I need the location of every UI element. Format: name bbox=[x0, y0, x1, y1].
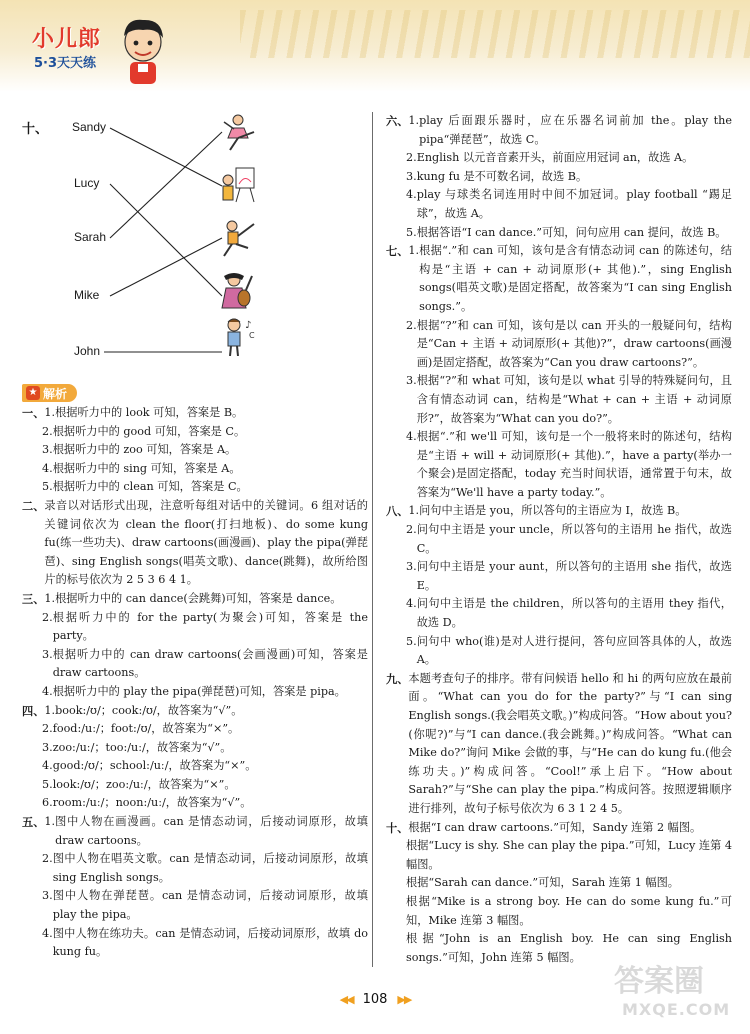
section-9-text: 本题考查句子的排序。带有问候语 hello 和 hi 的两句应放在最前面。“What can you do for the party?”与“I can sing English songs.(我会唱英文歌。)”构成问答。“How about you?(你呢?)”与“I can dance.(我会跳舞。)”构成问答。“What can Mike do?”询问 Mike 会做的事，与“He can do kung fu.(他会练功夫。)”构成问答。“Cool!”承上启下。“How about Sarah?”与“She can play the pipa.”构成问答。按照逻辑顺序进行排列，故句子标号依次为 6 3 1 2 4 5。 bbox=[408, 671, 732, 815]
section-6-first bbox=[386, 112, 732, 149]
item-text: book:/ʊ/；cook:/ʊ/，故答案为“√”。 bbox=[55, 703, 243, 717]
list-item bbox=[386, 633, 732, 670]
section-7 bbox=[386, 242, 732, 502]
list-item bbox=[386, 893, 732, 930]
match-line-sandy bbox=[110, 128, 222, 186]
item-text: 根据“?”和 can 可知，该句是以 can 开头的一般疑问句，结构是“Can + 主语 + 动词原形(+ 其他)?”，draw cartoons(画漫画)是固定搭配，故答案为“Can you draw cartoons?”。 bbox=[416, 318, 732, 369]
item-text: room:/uː/；noon:/uː/，故答案为“√”。 bbox=[52, 796, 252, 810]
matching-exercise bbox=[22, 112, 368, 374]
list-item bbox=[22, 683, 368, 702]
watermark-url: MXQE.COM bbox=[622, 1000, 731, 1019]
item-text: 问句中主语是 you，所以答句的主语应为 I，故选 B。 bbox=[419, 504, 687, 518]
item-number: 2. bbox=[406, 318, 417, 332]
left-answers bbox=[22, 404, 368, 962]
brand-title: 小儿郎 bbox=[32, 27, 102, 52]
watermark-title: 答案圈 bbox=[614, 964, 704, 999]
section-7-first bbox=[386, 242, 732, 316]
item-text: 问句中主语是 your uncle，所以答句的主语用 he 指代，故选 C。 bbox=[416, 523, 732, 555]
list-item bbox=[22, 460, 368, 479]
item-text: play 后面跟乐器时，应在乐器名词前加 the。play the pipa“弹琵琶”，故选 C。 bbox=[419, 114, 732, 146]
item-text: 根据听力中的 zoo 可知，答案是 A。 bbox=[52, 443, 237, 457]
kung-fu-kid-icon bbox=[218, 218, 258, 258]
item-number: 2. bbox=[42, 610, 53, 624]
item-text: 根据答语“I can dance.”可知，问句应用 can 提问，故选 B。 bbox=[416, 225, 727, 239]
item-number: 6. bbox=[42, 796, 53, 810]
analysis-badge bbox=[22, 380, 118, 400]
list-item bbox=[386, 521, 732, 558]
item-number: 5. bbox=[406, 225, 417, 239]
list-item bbox=[22, 776, 368, 795]
ballet-dancer-icon bbox=[218, 112, 258, 152]
list-item bbox=[386, 428, 732, 502]
match-line-mike bbox=[110, 238, 222, 296]
star-icon: ★ bbox=[26, 386, 40, 400]
item-text: 根据听力中的 sing 可知，答案是 A。 bbox=[52, 461, 241, 475]
list-item bbox=[386, 317, 732, 373]
brand-logo bbox=[30, 22, 170, 92]
name-sandy: Sandy bbox=[72, 120, 107, 134]
section-3-first bbox=[22, 590, 368, 609]
item-number: 2. bbox=[406, 523, 417, 537]
item-number: 3. bbox=[406, 169, 417, 183]
analysis-label-box bbox=[22, 384, 77, 402]
singing-boy-icon bbox=[218, 316, 258, 356]
item-number: 4. bbox=[406, 597, 417, 611]
item-number: 4. bbox=[42, 684, 53, 698]
item-text: good:/ʊ/；school:/uː/，故答案为“×”。 bbox=[52, 759, 257, 773]
list-item bbox=[22, 850, 368, 887]
list-item bbox=[386, 595, 732, 632]
pipa-player-icon bbox=[218, 272, 258, 312]
left-column bbox=[22, 112, 368, 962]
list-item bbox=[386, 874, 732, 893]
list-item bbox=[386, 837, 732, 874]
item-number: 3. bbox=[42, 889, 53, 903]
svg-text:C: C bbox=[249, 331, 255, 340]
name-sarah: Sarah bbox=[74, 230, 107, 244]
list-item bbox=[386, 224, 732, 243]
list-item bbox=[22, 423, 368, 442]
item-number: 2. bbox=[42, 852, 53, 866]
item-number: 4. bbox=[42, 926, 53, 940]
item-text: look:/ʊ/；zoo:/uː/，故答案为“×”。 bbox=[52, 777, 236, 791]
item-number: 3. bbox=[42, 740, 53, 754]
section-4 bbox=[22, 702, 368, 814]
list-item bbox=[386, 168, 732, 187]
list-item bbox=[22, 887, 368, 924]
item-text: 根据“?”和 what 可知，该句是以 what 引导的特殊疑问句，且含有情态动词 can，结构是“What + can + 主语 + 动词原形?”，故答案为“What can you do?”。 bbox=[416, 374, 732, 425]
section-5-number: 五、 bbox=[22, 815, 45, 830]
brand-subtitle: 5·3天天练 bbox=[34, 56, 97, 71]
matching-lines bbox=[22, 112, 368, 374]
item-number: 5. bbox=[406, 634, 417, 648]
name-mike: Mike bbox=[74, 288, 100, 302]
item-text: 根据听力中的 look 可知，答案是 B。 bbox=[55, 406, 244, 419]
section-8-number: 八、 bbox=[386, 504, 409, 519]
section-4-first bbox=[22, 702, 368, 721]
item-text: 根据“.”和 we'll 可知，该句是一个一般将来时的陈述句，结构是“主语 + will + 动词原形(+ 其他).”，have a party(举办一个聚会)是固定搭配，today 充当时间状语，通常置于句末，故答案为“We'll have a party today.”。 bbox=[416, 430, 732, 499]
item-text: 根据听力中的 can draw cartoons(会画漫画)可知，答案是 draw cartoons。 bbox=[52, 647, 368, 680]
item-number: 2. bbox=[42, 424, 53, 438]
list-item bbox=[22, 609, 368, 646]
item-text: 根据听力中的 for the party(为聚会)可知，答案是 the party。 bbox=[52, 610, 368, 643]
item-text: 根据听力中的 clean 可知，答案是 C。 bbox=[52, 480, 248, 494]
list-item bbox=[22, 646, 368, 683]
item-number: 1. bbox=[408, 504, 420, 518]
item-number: 4. bbox=[42, 461, 53, 475]
section-7-number: 七、 bbox=[386, 244, 409, 259]
next-arrows-icon: ▶▶ bbox=[397, 992, 411, 1006]
section-2-text: 录音以对话形式出现，注意听每组对话中的关键词。6 组对话的关键词依次为 clean the floor(打扫地板)、do some kung fu(练一些功夫)、draw cartoons(画漫画)、play the pipa(弹琵琶)、sing English songs(唱英文歌)、dance(跳舞)，故所给图片的标号依次为 2 5 3 6 4 1。 bbox=[44, 498, 368, 587]
section-5 bbox=[22, 813, 368, 962]
list-item bbox=[386, 149, 732, 168]
item-text: kung fu 是不可数名词，故选 B。 bbox=[416, 169, 588, 183]
item-number: 5. bbox=[42, 777, 53, 791]
list-item bbox=[22, 925, 368, 962]
item-number: 4. bbox=[406, 188, 417, 202]
list-item bbox=[22, 794, 368, 813]
item-number: 1. bbox=[44, 815, 56, 829]
item-text: food:/uː/；foot:/ʊ/，故答案为“×”。 bbox=[52, 722, 240, 736]
section-1 bbox=[22, 404, 368, 497]
item-number: 5. bbox=[42, 480, 53, 494]
item-number: 2. bbox=[42, 722, 53, 736]
section-10-number: 十、 bbox=[386, 820, 409, 835]
item-number: 2. bbox=[406, 151, 417, 165]
name-john: John bbox=[74, 344, 101, 358]
item-text: 问句中 who(谁)是对人进行提问，答句应回答具体的人，故选 A。 bbox=[416, 634, 732, 667]
paragraph: 根据“Mike is a strong boy. He can do some kung fu.”可知，Mike 连第 3 幅图。 bbox=[406, 894, 732, 927]
match-line-sarah bbox=[110, 132, 222, 238]
list-item bbox=[22, 441, 368, 460]
column-divider bbox=[372, 112, 373, 967]
prev-arrows-icon: ◀◀ bbox=[339, 992, 353, 1006]
item-number: 1. bbox=[44, 591, 56, 605]
paragraph: 根据“John is an English boy. He can sing English songs.”可知，John 连第 5 幅图。 bbox=[406, 932, 732, 964]
item-number: 4. bbox=[406, 430, 417, 444]
section-8 bbox=[386, 502, 732, 669]
item-text: English 以元音音素开头，前面应用冠词 an，故选 A。 bbox=[416, 151, 694, 165]
item-text: 图中人物在唱英文歌。can 是情态动词，后接动词原形，故填 sing English songs。 bbox=[52, 852, 368, 884]
item-number: 1. bbox=[408, 244, 420, 258]
list-item bbox=[386, 186, 732, 223]
item-text: play 与球类名词连用时中间不加冠词。play football “踢足球”，故选 A。 bbox=[416, 188, 732, 220]
analysis-label: 解析 bbox=[43, 386, 68, 401]
paragraph: 根据“Sarah can dance.”可知，Sarah 连第 1 幅图。 bbox=[406, 876, 679, 890]
svg-text:♪: ♪ bbox=[245, 320, 252, 331]
list-item bbox=[22, 757, 368, 776]
item-number: 1. bbox=[44, 703, 56, 717]
section-9-number: 九、 bbox=[386, 671, 409, 686]
item-number: 1. bbox=[44, 406, 56, 419]
right-column bbox=[386, 112, 732, 967]
header-decoration bbox=[240, 10, 750, 58]
section-5-first bbox=[22, 813, 368, 850]
section-1-number: 一、 bbox=[22, 406, 45, 420]
section-3 bbox=[22, 590, 368, 702]
item-text: 根据听力中的 good 可知，答案是 C。 bbox=[52, 424, 246, 438]
item-number: 3. bbox=[42, 443, 53, 457]
item-number: 3. bbox=[42, 647, 53, 661]
list-item bbox=[386, 558, 732, 595]
section-10-first bbox=[386, 819, 732, 838]
item-text: zoo:/uː/；too:/uː/，故答案为“√”。 bbox=[52, 740, 232, 754]
section-6 bbox=[386, 112, 732, 242]
list-item bbox=[22, 720, 368, 739]
list-item bbox=[386, 372, 732, 428]
paragraph: 根据“I can draw cartoons.”可知，Sandy 连第 2 幅图。 bbox=[408, 820, 702, 834]
item-text: 问句中主语是 your aunt，所以答句的主语用 she 指代，故选 E。 bbox=[416, 560, 732, 592]
item-text: 图中人物在弹琵琶。can 是情态动词，后接动词原形，故填 play the pipa。 bbox=[52, 889, 368, 922]
item-text: 图中人物在画漫画。can 是情态动词，后接动词原形，故填 draw cartoons。 bbox=[55, 815, 368, 847]
section-1-first bbox=[22, 404, 368, 423]
matching-section-number: 十、 bbox=[22, 122, 49, 137]
section-9 bbox=[386, 670, 732, 819]
mascot-icon bbox=[116, 16, 170, 88]
section-2-number: 二、 bbox=[22, 498, 45, 513]
item-text: 图中人物在练功夫。can 是情态动词，后接动词原形，故填 do kung fu。 bbox=[52, 926, 368, 959]
item-number: 4. bbox=[42, 759, 53, 773]
match-line-lucy bbox=[110, 184, 222, 296]
item-text: 根据听力中的 play the pipa(弹琵琶)可知，答案是 pipa。 bbox=[52, 684, 346, 698]
page-number: 108 bbox=[362, 991, 388, 1007]
item-number: 3. bbox=[406, 560, 417, 574]
section-10 bbox=[386, 819, 732, 968]
section-8-first bbox=[386, 502, 732, 521]
section-3-number: 三、 bbox=[22, 591, 45, 606]
page-number-indicator bbox=[314, 988, 436, 1010]
watermark bbox=[604, 950, 744, 1028]
paragraph: 根据“Lucy is shy. She can play the pipa.”可知，Lucy 连第 4 幅图。 bbox=[406, 839, 732, 871]
item-text: 根据听力中的 can dance(会跳舞)可知，答案是 dance。 bbox=[55, 591, 342, 605]
painter-easel-icon bbox=[218, 164, 258, 204]
item-number: 1. bbox=[408, 114, 420, 127]
section-4-number: 四、 bbox=[22, 703, 45, 718]
list-item bbox=[22, 739, 368, 758]
item-text: 根据“.”和 can 可知，该句是含有情态动词 can 的陈述句，结构是“主语 + can + 动词原形(+ 其他).”，sing English songs(唱英文歌)是固定搭配，故答案为“I can sing English songs.”。 bbox=[419, 244, 732, 313]
section-2 bbox=[22, 497, 368, 590]
item-number: 3. bbox=[406, 374, 417, 388]
section-6-number: 六、 bbox=[386, 114, 409, 128]
item-text: 问句中主语是 the children，所以答句的主语用 they 指代，故选 D。 bbox=[416, 597, 732, 630]
list-item bbox=[22, 478, 368, 497]
name-lucy: Lucy bbox=[74, 176, 100, 190]
